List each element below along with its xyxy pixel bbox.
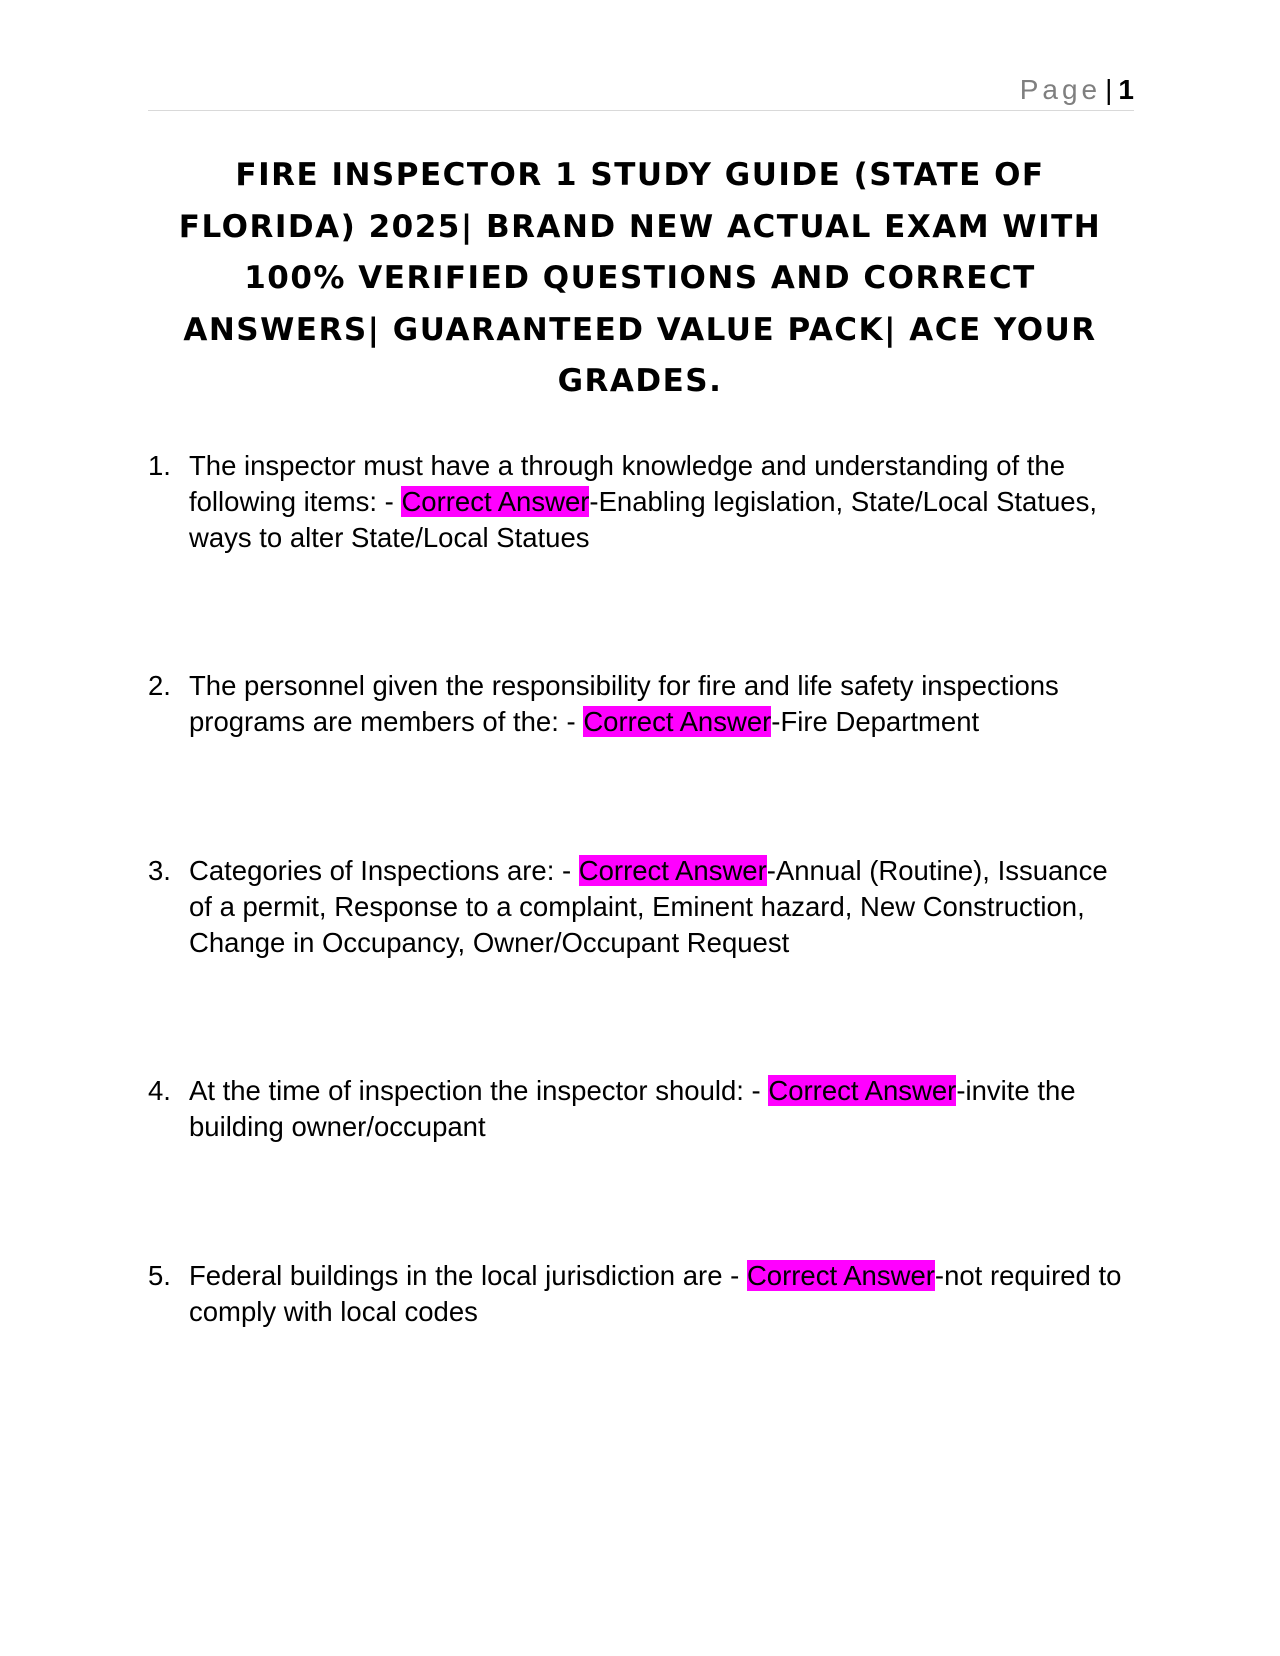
page-label: Page [1019, 74, 1102, 105]
page-separator: | [1105, 74, 1113, 105]
question-text: Federal buildings in the local jurisdiction are - [189, 1260, 747, 1291]
page-number: 1 [1118, 74, 1134, 105]
item-text [189, 448, 1138, 556]
question-text: The personnel given the responsibility for fire and life safety inspections programs are members of the: - [189, 670, 1059, 737]
answer-highlight: Correct Answer [578, 855, 767, 886]
answer-text: -Enabling legislation, State/Local Statues, ways to alter State/Local Statues [189, 486, 1097, 553]
answer-highlight: Correct Answer [401, 486, 590, 517]
answer-text: -not required to comply with local codes [189, 1260, 1122, 1327]
item-text [189, 668, 1138, 740]
list-item [148, 1258, 1138, 1330]
answer-text: -invite the building owner/occupant [189, 1075, 1076, 1142]
item-text [189, 1073, 1138, 1145]
answer-highlight: Correct Answer [746, 1260, 935, 1291]
item-text [189, 853, 1138, 961]
list-item [148, 1073, 1138, 1145]
item-number: 1. [148, 450, 171, 481]
answer-highlight: Correct Answer [583, 706, 772, 737]
item-text [189, 1258, 1138, 1330]
document-title: FIRE INSPECTOR 1 STUDY GUIDE (STATE OF FLORIDA) 2025| BRAND NEW ACTUAL EXAM WITH 100% VERIFIED QUESTIONS AND CORRECT ANSWERS| GUARANTEED VALUE PACK| ACE YOUR GRADES. [178, 157, 1102, 399]
answer-text: -Fire Department [771, 706, 980, 737]
item-number: 2. [148, 670, 171, 701]
question-text: Categories of Inspections are: - [189, 855, 579, 886]
list-item [148, 853, 1138, 961]
question-text: The inspector must have a through knowledge and understanding of the following items: - [189, 450, 1065, 517]
header-divider [148, 110, 1134, 111]
question-text: At the time of inspection the inspector should: - [189, 1075, 769, 1106]
answer-text: -Annual (Routine), Issuance of a permit, Response to a complaint, Eminent hazard, New Construction, Change in Occupancy, Owner/Occupant Request [189, 855, 1108, 958]
list-item [148, 668, 1138, 740]
answer-highlight: Correct Answer [768, 1075, 957, 1106]
page-header [1020, 74, 1134, 106]
list-item [148, 448, 1138, 556]
item-number: 5. [148, 1260, 171, 1291]
item-number: 4. [148, 1075, 171, 1106]
item-number: 3. [148, 855, 171, 886]
